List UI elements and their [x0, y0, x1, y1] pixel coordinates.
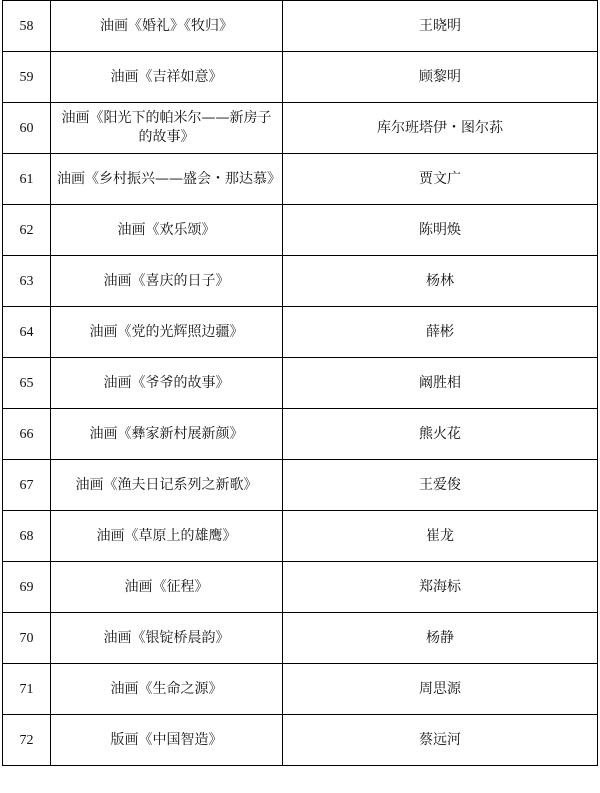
row-number: 59 — [3, 52, 51, 103]
artwork-title: 油画《草原上的雄鹰》 — [51, 511, 283, 562]
artwork-title: 油画《喜庆的日子》 — [51, 256, 283, 307]
artist-name: 蔡远河 — [283, 715, 598, 766]
table-row — [3, 613, 598, 664]
row-number: 67 — [3, 460, 51, 511]
artist-name: 阚胜相 — [283, 358, 598, 409]
artist-name: 薛彬 — [283, 307, 598, 358]
artwork-title: 油画《乡村振兴——盛会・那达慕》 — [51, 154, 283, 205]
table-row — [3, 52, 598, 103]
artwork-title: 油画《渔夫日记系列之新歌》 — [51, 460, 283, 511]
table-body — [3, 1, 598, 766]
artist-name: 郑海标 — [283, 562, 598, 613]
table-row — [3, 409, 598, 460]
artwork-title: 油画《欢乐颂》 — [51, 205, 283, 256]
artist-name: 崔龙 — [283, 511, 598, 562]
row-number: 66 — [3, 409, 51, 460]
row-number: 61 — [3, 154, 51, 205]
row-number: 58 — [3, 1, 51, 52]
artist-name: 陈明焕 — [283, 205, 598, 256]
table-row — [3, 256, 598, 307]
row-number: 68 — [3, 511, 51, 562]
table-row — [3, 103, 598, 154]
artwork-title: 油画《婚礼》《牧归》 — [51, 1, 283, 52]
artist-name: 顾黎明 — [283, 52, 598, 103]
artwork-title: 油画《阳光下的帕米尔——新房子的故事》 — [51, 103, 283, 154]
artist-name: 王晓明 — [283, 1, 598, 52]
table-row — [3, 562, 598, 613]
artist-name: 杨林 — [283, 256, 598, 307]
row-number: 70 — [3, 613, 51, 664]
row-number: 69 — [3, 562, 51, 613]
table-row — [3, 460, 598, 511]
table-row — [3, 511, 598, 562]
row-number: 64 — [3, 307, 51, 358]
table-row — [3, 154, 598, 205]
artwork-title: 油画《征程》 — [51, 562, 283, 613]
table-row — [3, 1, 598, 52]
artwork-title: 油画《吉祥如意》 — [51, 52, 283, 103]
artist-name: 熊火花 — [283, 409, 598, 460]
table-row — [3, 205, 598, 256]
artwork-title: 油画《党的光辉照边疆》 — [51, 307, 283, 358]
artist-name: 王爱俊 — [283, 460, 598, 511]
artwork-title: 油画《爷爷的故事》 — [51, 358, 283, 409]
row-number: 65 — [3, 358, 51, 409]
artist-name: 杨静 — [283, 613, 598, 664]
row-number: 71 — [3, 664, 51, 715]
table-row — [3, 664, 598, 715]
artwork-title: 油画《银锭桥晨韵》 — [51, 613, 283, 664]
table-row — [3, 715, 598, 766]
artwork-title: 油画《生命之源》 — [51, 664, 283, 715]
table-row — [3, 358, 598, 409]
row-number: 63 — [3, 256, 51, 307]
artwork-list-table — [2, 0, 598, 766]
artwork-title: 版画《中国智造》 — [51, 715, 283, 766]
artist-name: 周思源 — [283, 664, 598, 715]
row-number: 62 — [3, 205, 51, 256]
artist-name: 贾文广 — [283, 154, 598, 205]
row-number: 60 — [3, 103, 51, 154]
table-row — [3, 307, 598, 358]
artwork-title: 油画《彝家新村展新颜》 — [51, 409, 283, 460]
artist-name: 库尔班塔伊・图尔荪 — [283, 103, 598, 154]
row-number: 72 — [3, 715, 51, 766]
